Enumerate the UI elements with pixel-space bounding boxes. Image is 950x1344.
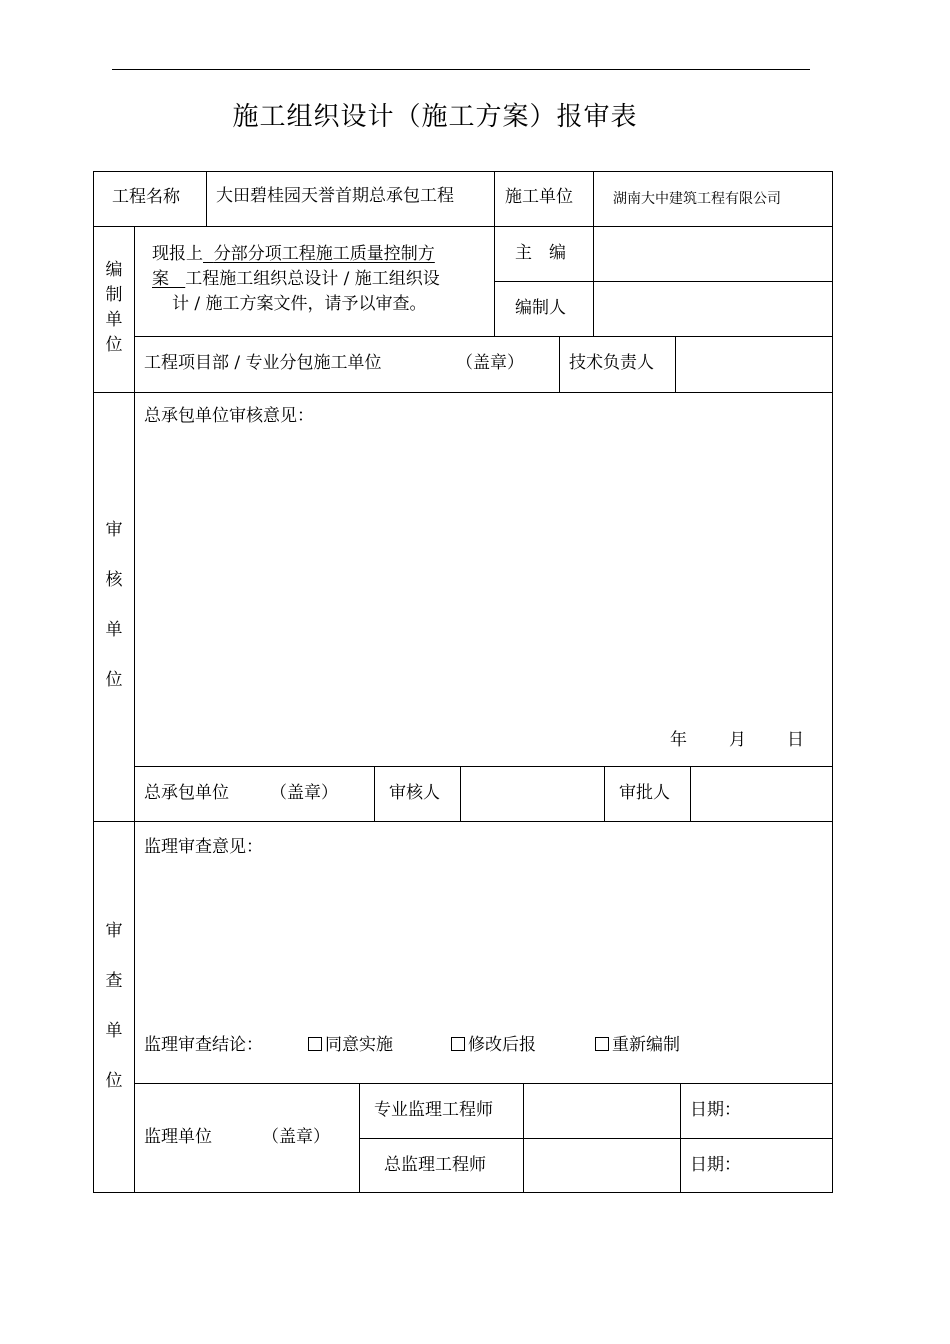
chief-engineer-label: 总监理工程师 [384,1155,486,1175]
approver-label: 审批人 [619,783,670,803]
review-seal-label: （盖章） [270,783,338,803]
submitted-item: 分部分项工程施工质量控制方 [213,244,435,264]
supervision-seal-label: （盖章） [262,1127,330,1147]
general-contractor-label: 总承包单位 [144,783,229,803]
contractor-label: 施工单位 [505,187,573,207]
specialist-engineer-label: 专业监理工程师 [374,1100,493,1120]
reviewer-label: 审核人 [389,783,440,803]
specialist-date-label: 日期： [690,1100,741,1120]
specialist-engineer-field[interactable] [524,1084,680,1138]
top-rule [112,69,810,70]
supervision-opinion-area[interactable] [140,864,826,1024]
chief-engineer-field[interactable] [524,1139,680,1192]
compile-seal-label: （盖章） [456,353,524,373]
approver-field[interactable] [691,767,832,821]
recompile-checkbox[interactable] [595,1037,609,1051]
chief-editor-label: 主 编 [515,243,566,263]
reviewer-field[interactable] [461,767,604,821]
contractor-value: 湖南大中建筑工程有限公司 [613,191,781,207]
compiler-label: 编制人 [515,298,566,318]
tech-lead-field[interactable] [676,337,832,392]
page-title: 施工组织设计（施工方案）报审表 [232,102,638,132]
option-recompile[interactable]: 重新编制 [595,1037,680,1054]
contractor-opinion-area[interactable] [140,432,826,722]
contractor-opinion-label: 总承包单位审核意见： [144,406,314,426]
chief-editor-field[interactable] [594,227,832,281]
review-date-day: 日 [787,730,804,750]
option-revise[interactable]: 修改后报 [451,1037,536,1054]
approve-checkbox[interactable] [308,1037,322,1051]
supervision-opinion-label: 监理审查意见： [144,837,263,857]
compiler-field[interactable] [594,282,832,336]
supervision-unit-label: 监理单位 [144,1127,212,1147]
chief-date-label: 日期： [690,1155,741,1175]
review-date-year: 年 [670,730,687,750]
tech-lead-label: 技术负责人 [569,353,654,373]
revise-checkbox[interactable] [451,1037,465,1051]
review-date-month: 月 [729,730,746,750]
supervision-conclusion-label: 监理审查结论： [144,1035,263,1055]
option-approve[interactable]: 同意实施 [308,1037,393,1054]
project-name-value: 大田碧桂园天誉首期总承包工程 [216,186,454,206]
compile-unit-label: 工程项目部 / 专业分包施工单位 [144,353,382,373]
project-name-label: 工程名称 [112,187,180,207]
